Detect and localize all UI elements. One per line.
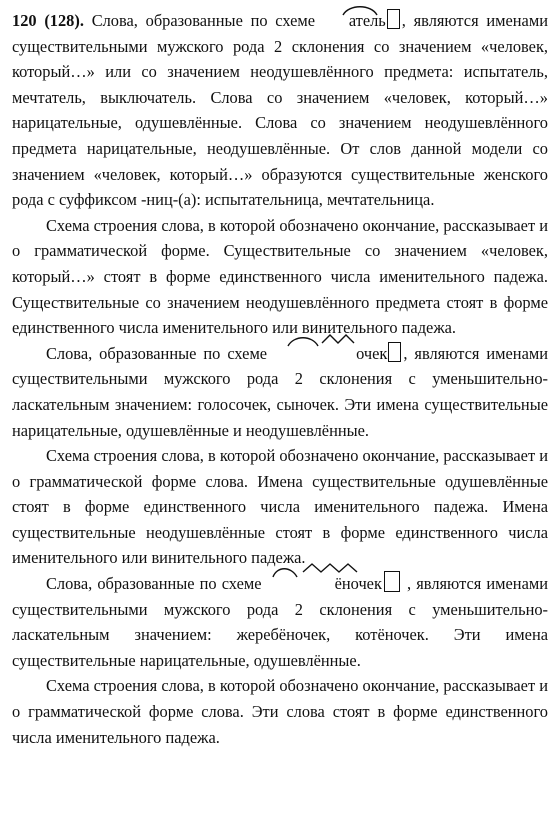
ending-box-icon — [388, 342, 401, 362]
root-arc-icon — [286, 334, 320, 348]
suffix-caret-icon — [320, 333, 360, 345]
root-arc-icon — [271, 565, 299, 579]
paragraph-3-text-start: Слова, образованные по схеме — [46, 343, 275, 363]
exercise-number: 120 (128). — [12, 11, 84, 30]
paragraph-5 — [12, 571, 548, 673]
paragraph-1-text-start: Слова, образованные по схеме — [91, 11, 323, 30]
paragraph-5-text-start: Слова, образованные по схеме — [46, 574, 267, 594]
ending-box-icon — [384, 571, 400, 592]
paragraph-5-text-end: , являются именами существительными мужского рода 2 склонения с уменьшительно-ласкательным значением: жеребёночек, котёночек. Эти имена существительные нарицательные, одушевлённые. — [12, 574, 548, 670]
scheme-suffix-yonochek: ёночек — [334, 574, 382, 594]
word-scheme-atel — [327, 8, 400, 34]
paragraph-3 — [12, 341, 548, 443]
suffix-caret-icon — [301, 562, 361, 574]
paragraph-2: Схема строения слова, в которой обозначено окончание, рассказывает и о грамматической форме. Существительные со значением «человек, который…» стоят в форме единственного числа именительного падежа. Существительные со значением неодушевлённого предмета стоят в форме единственного числа именительного или винительного падежа. — [12, 215, 548, 338]
paragraph-4: Схема строения слова, в которой обозначено окончание, рассказывает и о грамматической форме слова. Имена существительные одушевлённые стоят в форме единственного числа именительного падежа. Имена существительные неодушевлённые стоят в форме единственного числа именительного или винительного падежа. — [12, 446, 548, 568]
paragraph-1-text-end: , являются именами существительными мужского рода 2 склонения со значением «человек, который…» или со значением неодушевлённого предмета: испытатель, мечтатель, выключатель. Слова со значением «человек, который…» нарицательные, одушевлённые. Слова со значением неодушевлённого предмета нарицательные, неодушевлённые. От слов данной модели со значением «человек, который…» образуются существительные женского рода с суффиксом -ниц-(а): испытательница, мечтательница. — [12, 11, 548, 210]
paragraph-6: Схема строения слова, в которой обозначено окончание, рассказывает и о грамматической форме слова. Эти слова стоят в форме единственного числа именительного падежа. — [12, 676, 548, 747]
word-scheme-yonochek — [271, 571, 400, 597]
scheme-suffix-atel: атель — [348, 11, 386, 30]
scheme-suffix-ochek: очек — [356, 343, 388, 363]
paragraph-1 — [12, 8, 548, 213]
paragraph-3-text-end: , являются именами существительными мужского рода 2 склонения с уменьшительно-ласкательным значением: голосочек, сыночек. Эти имена существительные нарицательные, одушевлённые и неодушевлённые. — [12, 343, 548, 440]
suffix-arc-icon — [341, 3, 379, 17]
word-scheme-ochek — [278, 341, 401, 367]
ending-box-icon — [387, 9, 400, 29]
